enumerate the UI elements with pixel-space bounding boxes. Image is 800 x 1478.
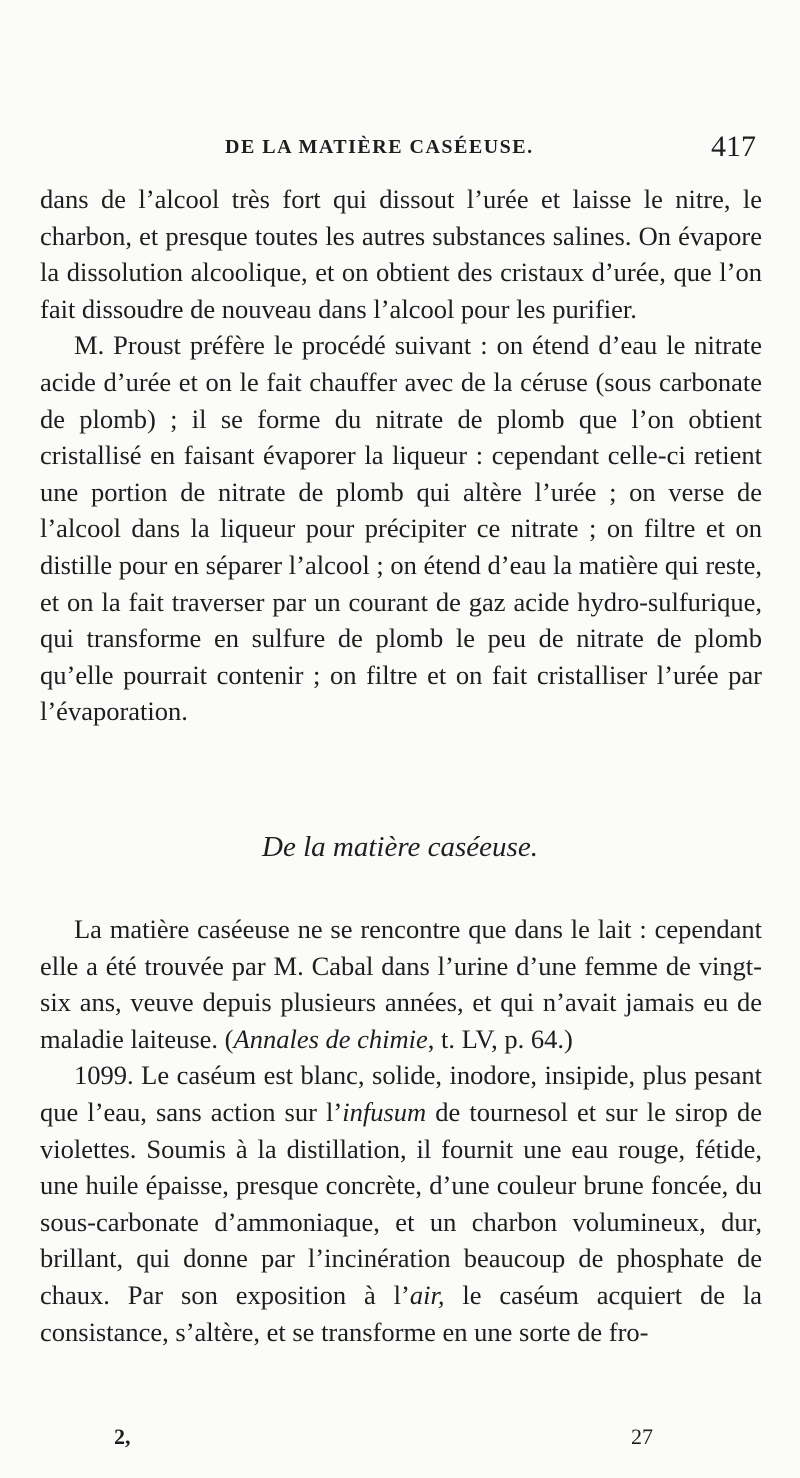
- page-number: 417: [711, 130, 756, 163]
- signature-mark: 2,: [114, 1424, 131, 1449]
- text-block-upper: [40, 181, 762, 730]
- running-title: DE LA MATIÈRE CASÉEUSE.: [225, 136, 534, 158]
- intro-text: La matière caséeuse ne se rencontre que dans le lait : cependant elle a été trouvée par M. Cabal dans l’urine d’une femme de vingt-six ans, veuve depuis plusieurs années, et qui n’avait jamais eu de maladie laiteuse. (: [40, 914, 762, 1054]
- paragraph-continuation: dans de l’alcool très fort qui dissout l’urée et laisse le nitre, le charbon, et presque toutes les autres substances salines. On évapore la dissolution alcoolique, et on obtient des cristaux d’urée, que l’on fait dissoudre de nouveau dans l’alcool pour les purifier.: [40, 184, 762, 324]
- paragraph-caseous-intro: [40, 911, 762, 1057]
- page-footer: [0, 1424, 800, 1464]
- page-header: [0, 132, 800, 166]
- term-air: air,: [409, 1279, 445, 1310]
- paragraph-text-a: Le caséum est blanc, solide, inodore, insipide, plus pesant que l’eau, sans action sur l’: [40, 1060, 762, 1127]
- paragraph-text-c: le caséum acquiert de la consistance, s’altère, et se transforme en une sorte de fro-: [40, 1279, 762, 1347]
- sheet-number: 27: [631, 1424, 653, 1449]
- citation-reference: , t. LV, p. 64.): [427, 1023, 573, 1054]
- paragraph-1099: [40, 1057, 762, 1350]
- citation-title: Annales de chimie: [233, 1023, 428, 1054]
- paragraph-text-b: de tournesol et sur le sirop de violettes. Soumis à la distillation, il fournit une eau rouge, fétide, une huile épaisse, presque concrète, d’une couleur brune foncée, du sous-carbonate d’ammoniaque, et un charbon volumineux, dur, brillant, qui donne par l’incinération beaucoup de phosphate de chaux. Par son exposition à l’: [40, 1096, 762, 1310]
- text-block-lower: [40, 911, 762, 1350]
- paragraph-proust-procedure: M. Proust préfère le procédé suivant : on étend d’eau le nitrate acide d’urée et on le fait chauffer avec de la céruse (sous carbonate de plomb) ; il se forme du nitrate de plomb que l’on obtient cristallisé en faisant évaporer la liqueur : cependant celle-ci retient une portion de nitrate de plomb qui altère l’urée ; on verse de l’alcool dans la liqueur pour précipiter ce nitrate ; on filtre et on distille pour en séparer l’alcool ; on étend d’eau la matière qui reste, et on la fait traverser par un courant de gaz acide hydro-sulfurique, qui transforme en sulfure de plomb le peu de nitrate de plomb qu’elle pourrait contenir ; on filtre et on fait cristalliser l’urée par l’évaporation.: [40, 330, 762, 727]
- paragraph-number: 1099.: [74, 1060, 134, 1091]
- section-heading: De la matière caséeuse.: [262, 831, 538, 863]
- term-infusum: infusum: [342, 1096, 427, 1127]
